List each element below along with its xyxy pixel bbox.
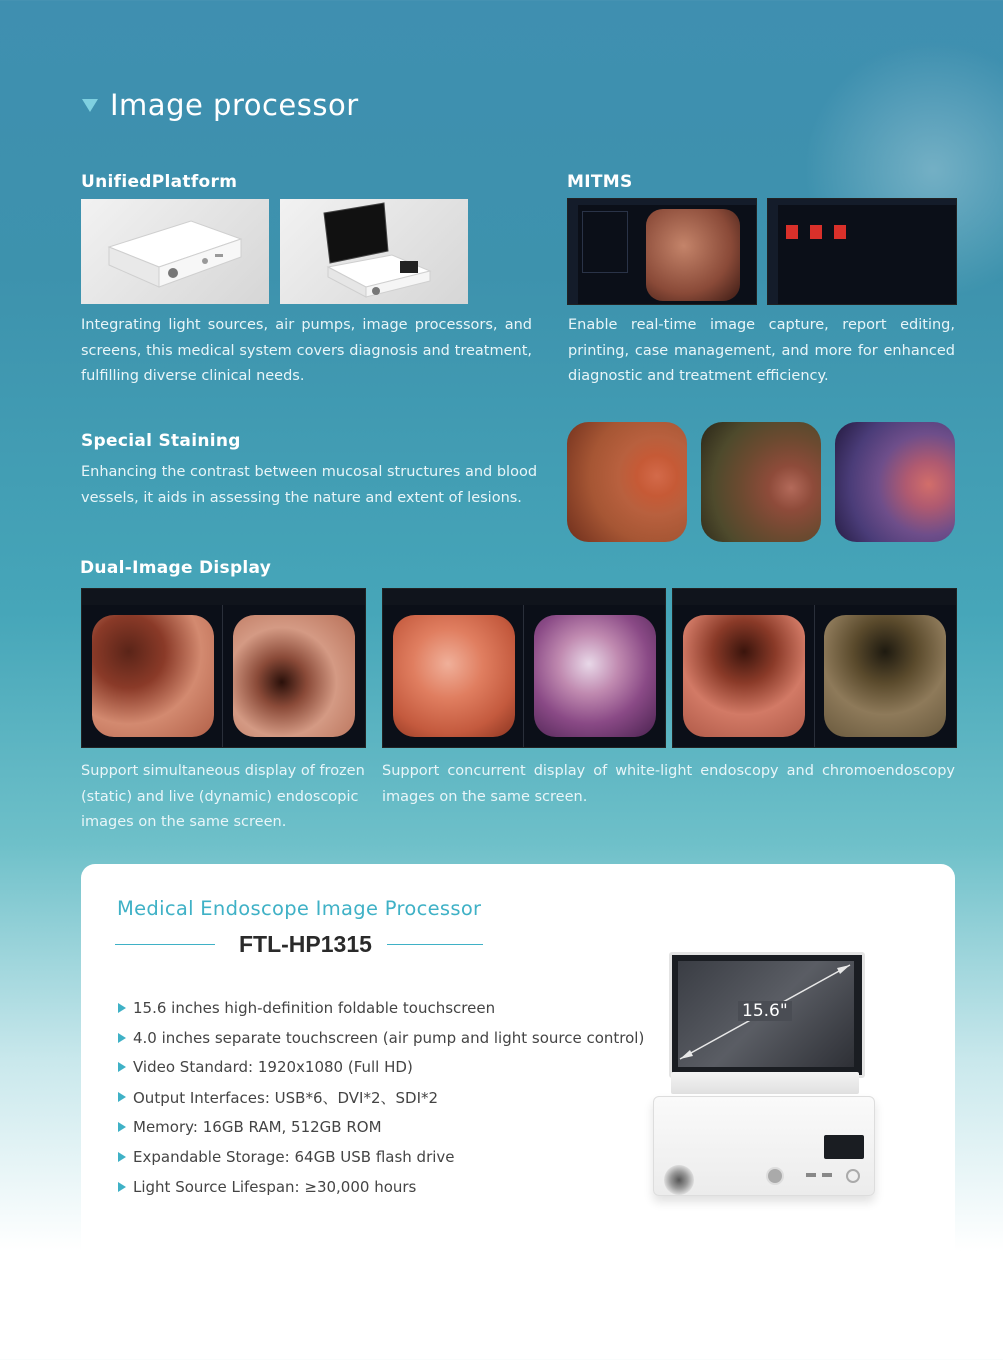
- mitms-capture-screenshot: [567, 198, 757, 305]
- scope-port-icon: [664, 1165, 694, 1195]
- feature-item: 15.6 inches high-definition foldable touchscreen: [118, 993, 644, 1023]
- feature-item: Memory: 16GB RAM, 512GB ROM: [118, 1112, 644, 1142]
- triangle-down-icon: [82, 99, 98, 112]
- power-button-icon: [846, 1169, 860, 1183]
- page-title-text: Image processor: [110, 88, 359, 122]
- page-title: [82, 88, 359, 122]
- mitms-heading: MITMS: [567, 172, 633, 192]
- bullet-arrow-icon: [118, 1003, 126, 1013]
- processor-closed-photo: [81, 199, 269, 304]
- usb-port-icon: [806, 1173, 816, 1177]
- device-hinge: [671, 1072, 859, 1094]
- staining-heading: Special Staining: [81, 431, 241, 451]
- dual-whitelight-chromo-screenshot-b: [672, 588, 957, 748]
- bullet-arrow-icon: [118, 1033, 126, 1043]
- bullet-arrow-icon: [118, 1122, 126, 1132]
- mitms-report-screenshot: [767, 198, 957, 305]
- product-heading: Medical Endoscope Image Processor: [117, 897, 482, 920]
- feature-item: Output Interfaces: USB*6、DVI*2、SDI*2: [118, 1082, 644, 1112]
- product-card: [81, 864, 955, 1334]
- unified-text: Integrating light sources, air pumps, image processors, and screens, this medical system covers diagnosis and treatment, fulfilling diverse clinical needs.: [81, 317, 532, 384]
- staining-text: Enhancing the contrast between mucosal structures and blood vessels, it aids in assessing the nature and extent of lesions.: [81, 464, 538, 506]
- button-icon: [766, 1167, 784, 1185]
- dual-frozen-live-screenshot: [81, 588, 366, 748]
- bullet-arrow-icon: [118, 1182, 126, 1192]
- model-line-right: [387, 944, 483, 945]
- staining-white-light-image: [567, 422, 687, 542]
- screen-size-label: 15.6": [738, 1001, 792, 1021]
- dual-text-right: Support concurrent display of white-light endoscopy and chromoendoscopy images on the same screen.: [382, 763, 955, 805]
- control-touchscreen: [824, 1135, 864, 1159]
- feature-list: [118, 993, 644, 1202]
- feature-item: Expandable Storage: 64GB USB flash drive: [118, 1142, 644, 1172]
- processor-open-photo: [280, 199, 468, 304]
- unified-heading: UnifiedPlatform: [81, 172, 238, 192]
- feature-item: Video Standard: 1920x1080 (Full HD): [118, 1053, 644, 1083]
- feature-item: 4.0 inches separate touchscreen (air pump and light source control): [118, 1023, 644, 1053]
- dual-text-left: Support simultaneous display of frozen (static) and live (dynamic) endoscopic images on the same screen.: [81, 763, 365, 830]
- device-body: [653, 1096, 875, 1196]
- dual-heading: Dual-Image Display: [80, 558, 272, 578]
- mitms-text: Enable real-time image capture, report editing, printing, case management, and more for enhanced diagnostic and treatment efficiency.: [568, 317, 955, 384]
- bullet-arrow-icon: [118, 1062, 126, 1072]
- staining-enhanced-image: [701, 422, 821, 542]
- dual-whitelight-chromo-screenshot-a: [382, 588, 666, 748]
- device-screen: [669, 952, 865, 1078]
- product-model: FTL-HP1315: [239, 931, 372, 957]
- staining-chromo-image: [835, 422, 955, 542]
- feature-item: Light Source Lifespan: ≥30,000 hours: [118, 1172, 644, 1202]
- model-line-left: [115, 944, 215, 945]
- bullet-arrow-icon: [118, 1152, 126, 1162]
- bullet-arrow-icon: [118, 1092, 126, 1102]
- usb-port-icon: [822, 1173, 832, 1177]
